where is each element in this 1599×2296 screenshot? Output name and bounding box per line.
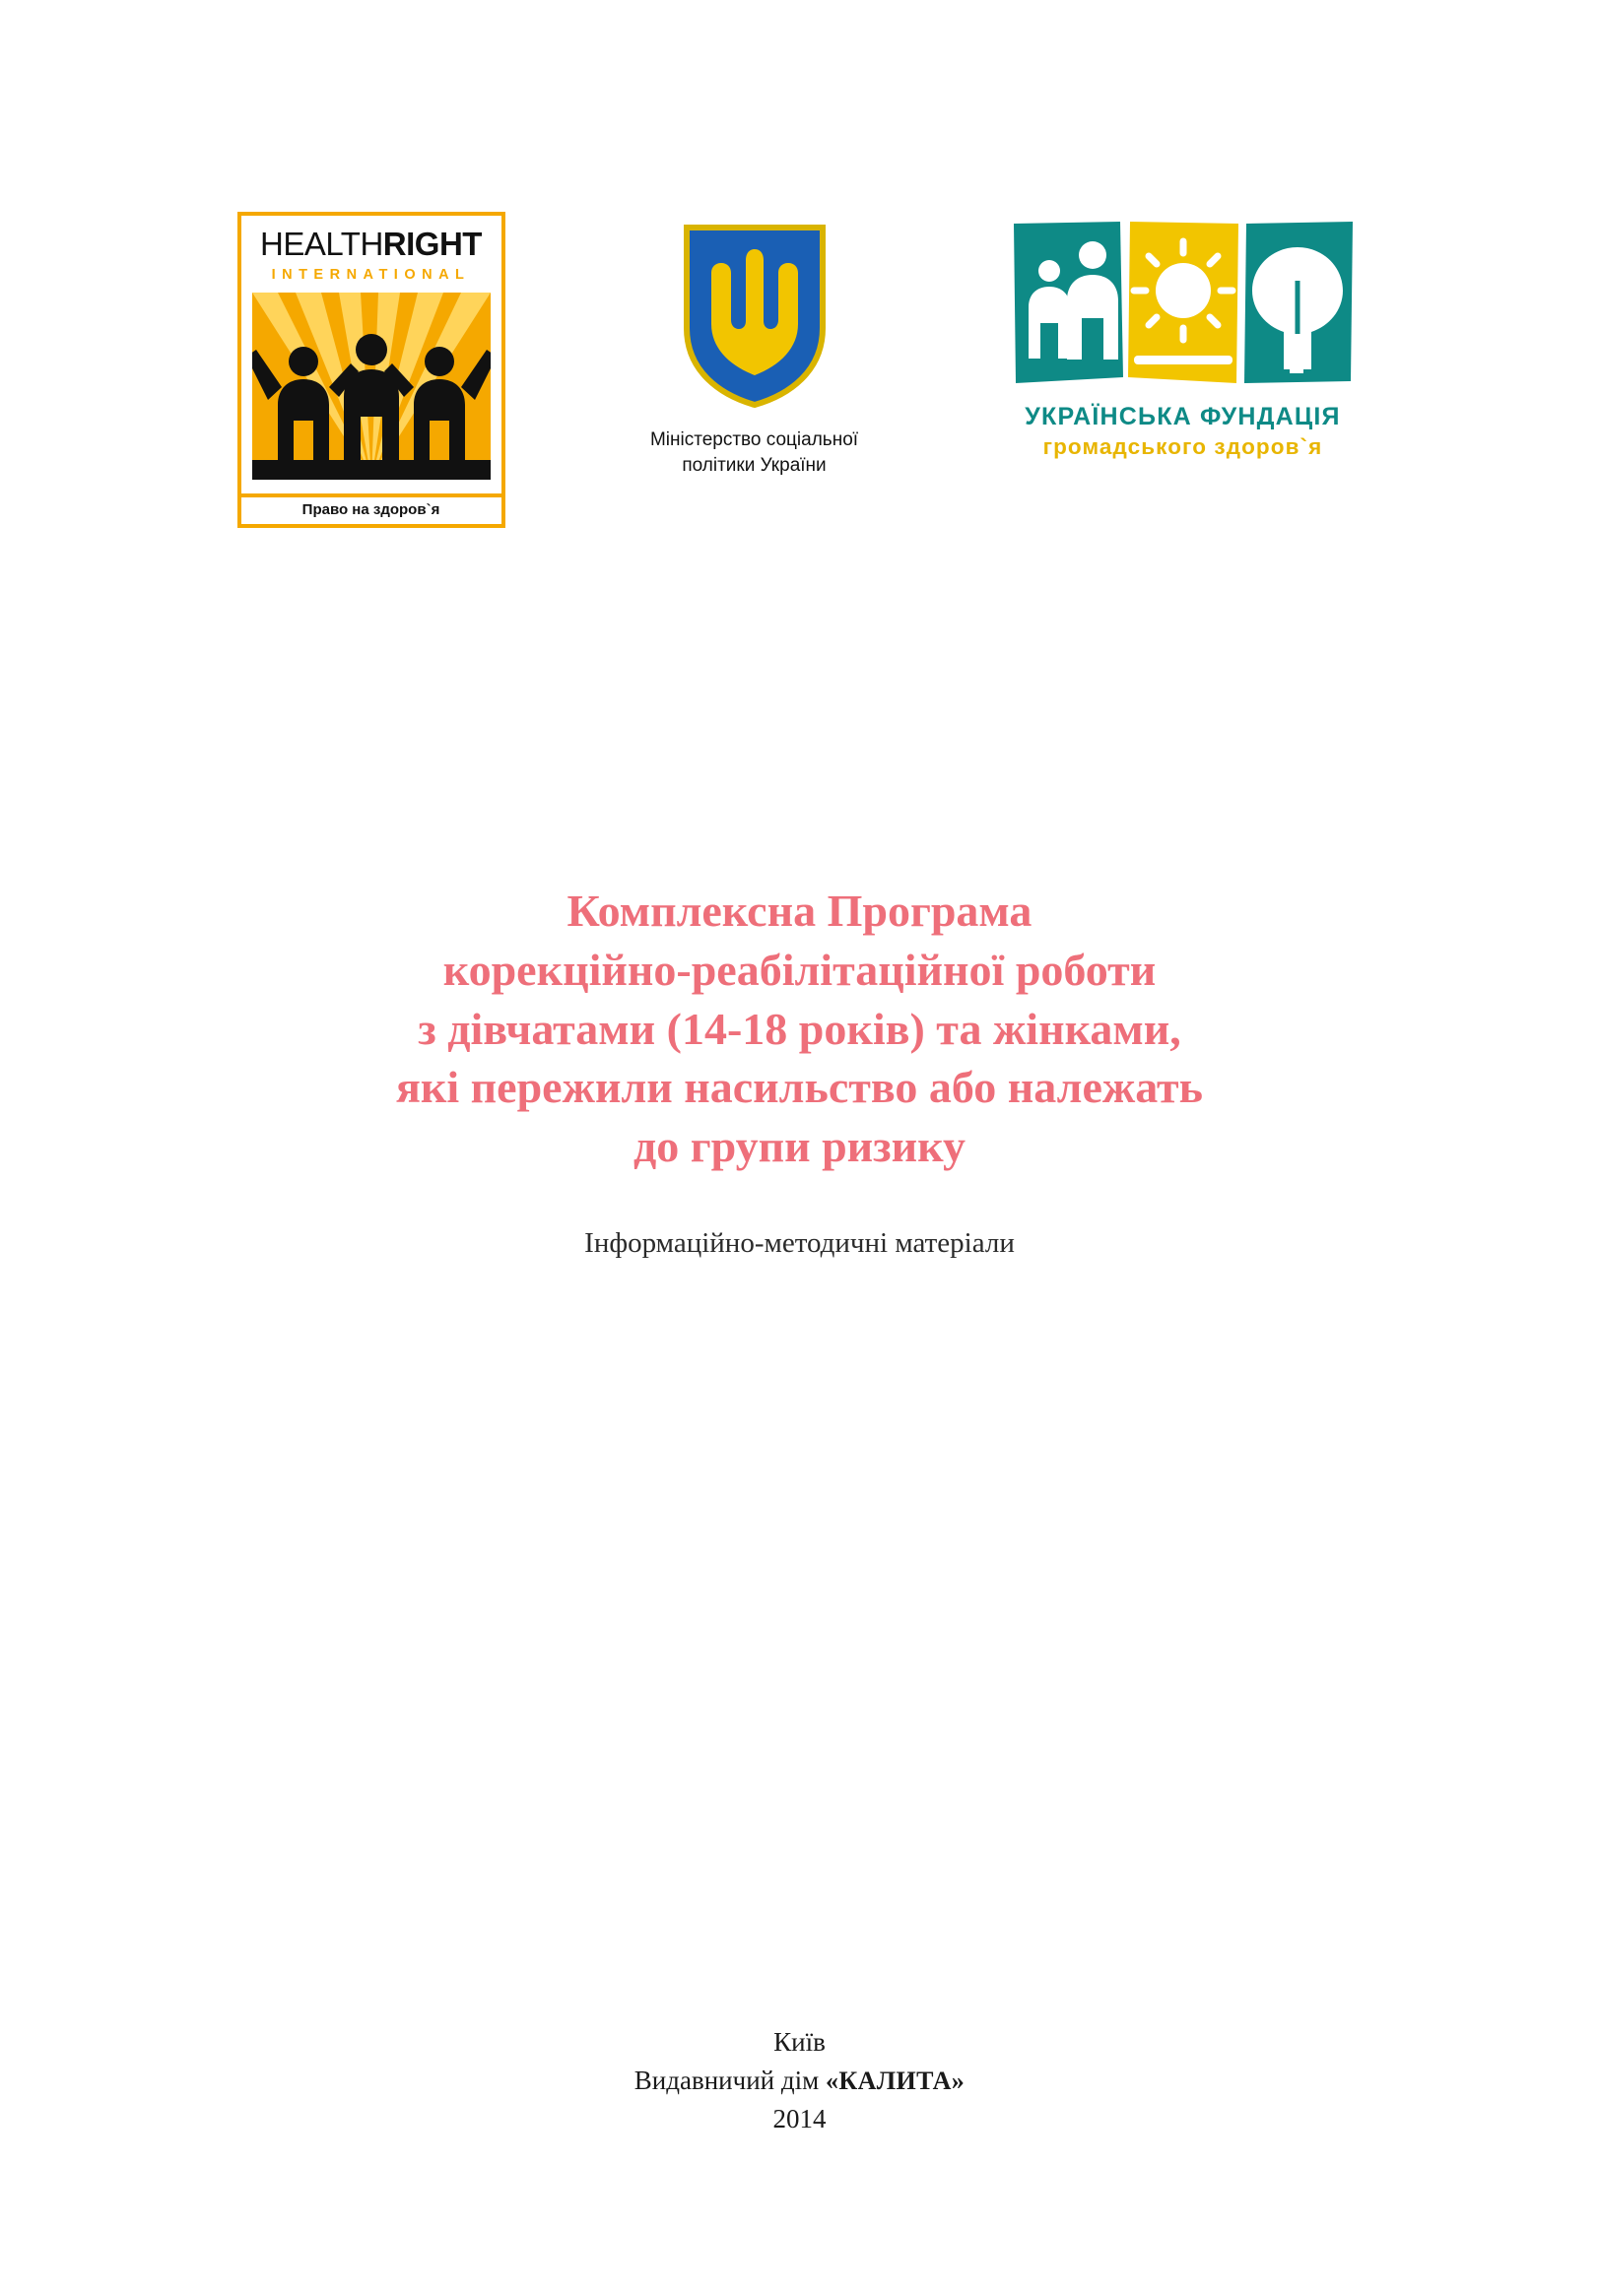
imprint-city: Київ: [773, 2026, 826, 2057]
ministry-caption-line1: Міністерство соціальної: [649, 429, 859, 450]
imprint-year: 2014: [772, 2103, 827, 2133]
ufgz-caption-line1: УКРАЇНСЬКА ФУНДАЦІЯ: [1025, 403, 1341, 430]
ufgz-logo: [1001, 212, 1366, 460]
page-title: [0, 882, 1599, 1176]
imprint-block: [0, 2023, 1599, 2138]
ministry-shield-icon: [681, 222, 829, 416]
title-line-2: корекційно-реабілітаційної роботи: [442, 944, 1157, 995]
healthright-figures-icon: [252, 293, 491, 480]
healthright-word-health: HEALTH: [260, 226, 383, 262]
healthright-subtitle: INTERNATIONAL: [271, 267, 471, 283]
title-line-4: які пережили насильство або належать: [396, 1062, 1203, 1113]
title-line-5: до групи ризику: [633, 1121, 966, 1172]
title-line-3: з дівчатами (14-18 років) та жінками,: [418, 1003, 1181, 1054]
imprint-publisher-name: «КАЛИТА»: [825, 2066, 966, 2095]
healthright-caption: Право на здоров`я: [237, 497, 505, 528]
ufgz-art-icon: [1010, 220, 1357, 389]
ministry-caption: [650, 427, 858, 478]
title-block: [0, 882, 1599, 1260]
title-line-1: Комплексна Програма: [566, 886, 1033, 936]
healthright-logo: [234, 212, 508, 528]
ufgz-caption-line2: громадського здоров`я: [1042, 434, 1323, 459]
healthright-frame: [237, 212, 505, 497]
imprint-publisher-prefix: Видавничий дім: [633, 2065, 826, 2095]
healthright-wordmark: [241, 226, 501, 263]
ministry-caption-line2: політики України: [682, 454, 827, 476]
page-subtitle: Інформаційно-методичні матеріали: [584, 1226, 1015, 1259]
ministry-logo: [622, 212, 888, 478]
logo-row: [0, 212, 1599, 528]
imprint-publisher: [0, 2062, 1599, 2100]
healthright-word-right: RIGHT: [382, 226, 482, 262]
